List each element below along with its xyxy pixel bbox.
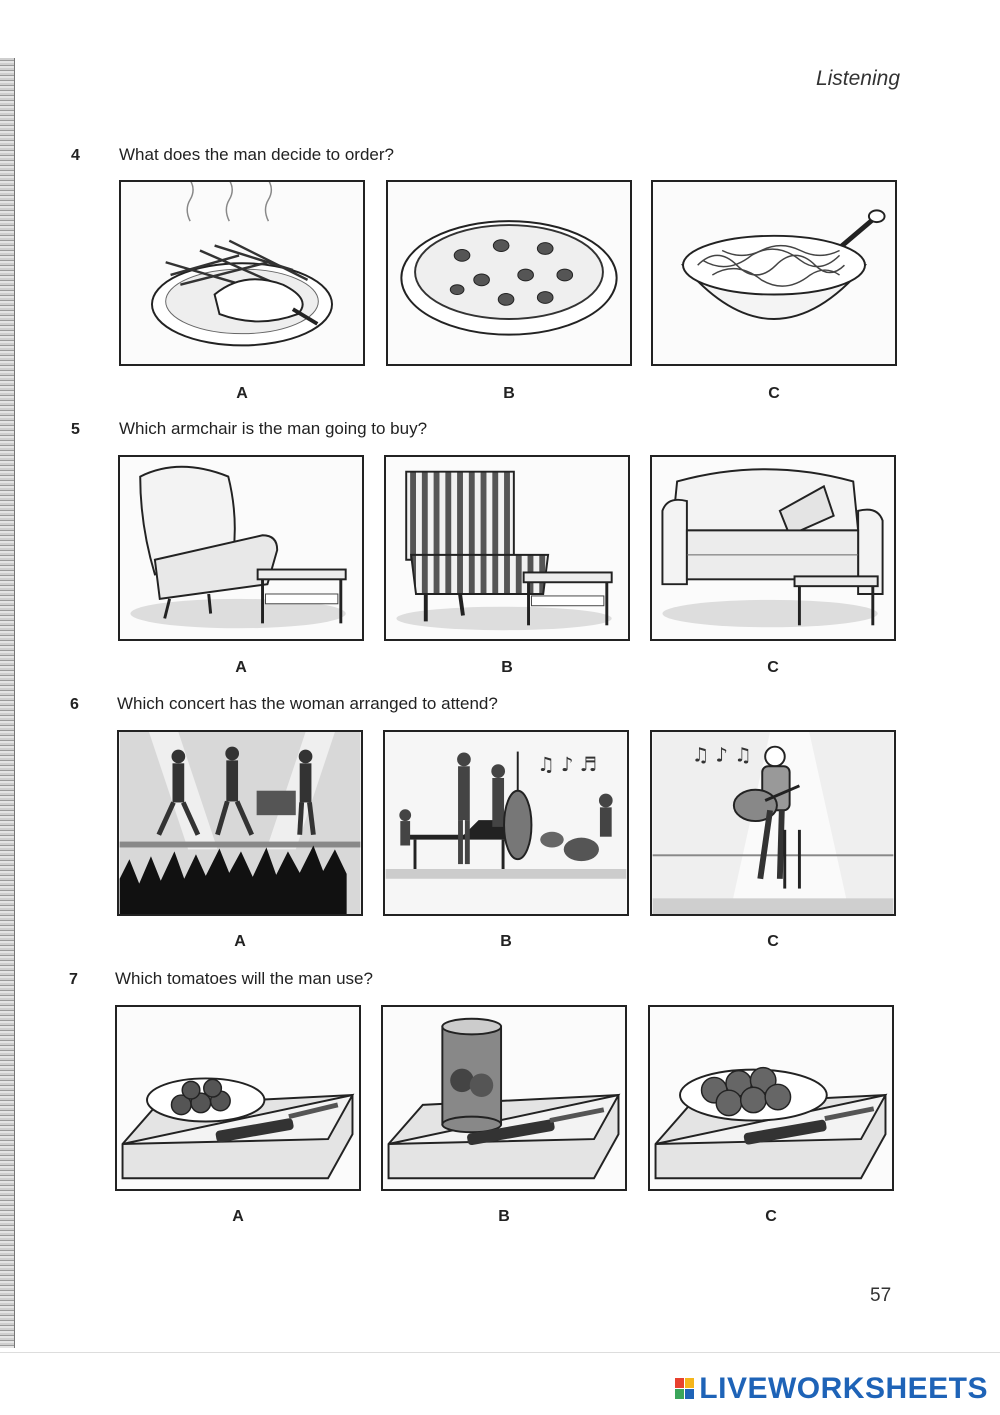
question-7-text: Which tomatoes will the man use? [115, 969, 373, 988]
q5-option-c-sofa-chair-image[interactable] [650, 455, 896, 641]
footer-divider [0, 1352, 1000, 1353]
book-binding-edge [0, 58, 15, 1348]
q7-option-c-label: C [765, 1208, 777, 1225]
liveworksheets-brand-text: LIVEWORKSHEETS [699, 1372, 988, 1405]
question-4-text: What does the man decide to order? [119, 145, 394, 164]
q6-option-c-acoustic-singer-image[interactable] [650, 730, 896, 916]
q7-option-b-label: B [498, 1208, 510, 1225]
liveworksheets-logo-icon [675, 1378, 695, 1400]
question-7-number: 7 [69, 971, 78, 988]
question-6-number: 6 [70, 696, 79, 713]
q5-option-a-label: A [235, 659, 247, 676]
q7-option-a-whole-tomatoes-image[interactable] [115, 1005, 361, 1191]
q5-option-b-striped-armchair-image[interactable] [384, 455, 630, 641]
svg-text:♫ ♪ ♫: ♫ ♪ ♫ [691, 743, 752, 767]
section-title: Listening [815, 67, 900, 90]
q7-option-a-label: A [232, 1208, 244, 1225]
q4-option-a-label: A [236, 385, 248, 402]
liveworksheets-logo[interactable] [675, 1372, 988, 1406]
q7-option-c-sliced-tomatoes-image[interactable] [648, 1005, 894, 1191]
q4-option-a-fries-chicken-image[interactable] [119, 180, 365, 366]
q6-option-a-label: A [234, 933, 246, 950]
q6-option-a-rock-concert-image[interactable] [117, 730, 363, 916]
q5-option-b-label: B [501, 659, 513, 676]
q4-option-b-label: B [503, 385, 515, 402]
q5-option-a-wingback-armchair-image[interactable] [118, 455, 364, 641]
q4-option-b-pizza-image[interactable] [386, 180, 632, 366]
q6-option-c-label: C [767, 933, 779, 950]
question-5-text: Which armchair is the man going to buy? [119, 419, 428, 438]
q7-option-b-canned-tomatoes-image[interactable] [381, 1005, 627, 1191]
q6-option-b-jazz-band-image[interactable] [383, 730, 629, 916]
q6-option-b-label: B [500, 933, 512, 950]
question-4-number: 4 [71, 147, 80, 164]
q4-option-c-label: C [768, 385, 780, 402]
svg-text:♫ ♪ ♬: ♫ ♪ ♬ [537, 753, 598, 777]
question-6-text: Which concert has the woman arranged to attend? [117, 694, 498, 713]
q4-option-c-spaghetti-image[interactable] [651, 180, 897, 366]
question-5-number: 5 [71, 421, 80, 438]
q5-option-c-label: C [767, 659, 779, 676]
page-number: 57 [870, 1285, 892, 1306]
